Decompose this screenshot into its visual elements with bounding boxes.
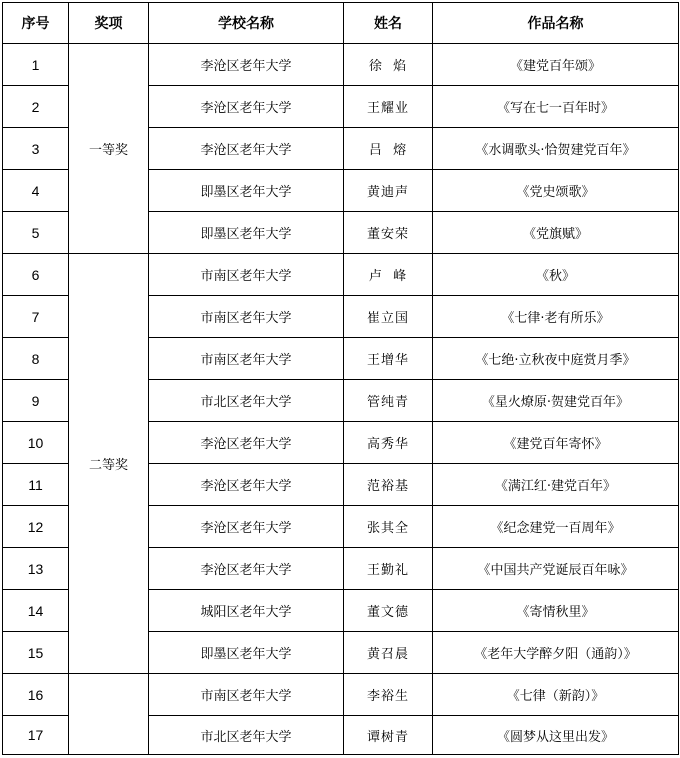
cell-no: 3 bbox=[3, 128, 69, 170]
cell-school: 李沧区老年大学 bbox=[149, 44, 344, 86]
cell-school: 李沧区老年大学 bbox=[149, 464, 344, 506]
cell-no: 4 bbox=[3, 170, 69, 212]
cell-award: 一等奖 bbox=[69, 44, 149, 254]
cell-no: 11 bbox=[3, 464, 69, 506]
cell-work: 《党旗赋》 bbox=[433, 212, 679, 254]
cell-name: 徐 焰 bbox=[344, 44, 433, 86]
cell-no: 7 bbox=[3, 296, 69, 338]
cell-work: 《星火燎原·贺建党百年》 bbox=[433, 380, 679, 422]
awards-table bbox=[2, 2, 679, 755]
cell-school: 市南区老年大学 bbox=[149, 254, 344, 296]
cell-name: 董文德 bbox=[344, 590, 433, 632]
table-row bbox=[3, 674, 679, 716]
cell-work: 《中国共产党诞辰百年咏》 bbox=[433, 548, 679, 590]
cell-name: 崔立国 bbox=[344, 296, 433, 338]
cell-work: 《纪念建党一百周年》 bbox=[433, 506, 679, 548]
cell-no: 8 bbox=[3, 338, 69, 380]
cell-name: 张其全 bbox=[344, 506, 433, 548]
cell-school: 市北区老年大学 bbox=[149, 716, 344, 755]
cell-work: 《七绝·立秋夜中庭赏月季》 bbox=[433, 338, 679, 380]
cell-work: 《寄情秋里》 bbox=[433, 590, 679, 632]
cell-name: 谭树青 bbox=[344, 716, 433, 755]
cell-no: 10 bbox=[3, 422, 69, 464]
header-award: 奖项 bbox=[69, 3, 149, 44]
cell-work: 《写在七一百年时》 bbox=[433, 86, 679, 128]
cell-school: 李沧区老年大学 bbox=[149, 128, 344, 170]
table-row bbox=[3, 44, 679, 86]
cell-no: 9 bbox=[3, 380, 69, 422]
cell-no: 14 bbox=[3, 590, 69, 632]
table-body bbox=[3, 44, 679, 755]
cell-name: 卢 峰 bbox=[344, 254, 433, 296]
cell-school: 李沧区老年大学 bbox=[149, 548, 344, 590]
cell-school: 李沧区老年大学 bbox=[149, 86, 344, 128]
header-work: 作品名称 bbox=[433, 3, 679, 44]
header-school: 学校名称 bbox=[149, 3, 344, 44]
cell-work: 《老年大学醉夕阳（通韵）》 bbox=[433, 632, 679, 674]
cell-school: 即墨区老年大学 bbox=[149, 170, 344, 212]
cell-no: 17 bbox=[3, 716, 69, 755]
header-name: 姓名 bbox=[344, 3, 433, 44]
cell-work: 《党史颂歌》 bbox=[433, 170, 679, 212]
cell-no: 16 bbox=[3, 674, 69, 716]
cell-name: 黄召晨 bbox=[344, 632, 433, 674]
cell-school: 市南区老年大学 bbox=[149, 296, 344, 338]
cell-school: 城阳区老年大学 bbox=[149, 590, 344, 632]
cell-name: 李裕生 bbox=[344, 674, 433, 716]
table-row bbox=[3, 254, 679, 296]
cell-school: 市北区老年大学 bbox=[149, 380, 344, 422]
cell-school: 即墨区老年大学 bbox=[149, 632, 344, 674]
cell-name: 管纯青 bbox=[344, 380, 433, 422]
cell-award: 二等奖 bbox=[69, 254, 149, 674]
cell-school: 李沧区老年大学 bbox=[149, 506, 344, 548]
cell-work: 《圆梦从这里出发》 bbox=[433, 716, 679, 755]
cell-name: 王勤礼 bbox=[344, 548, 433, 590]
cell-school: 李沧区老年大学 bbox=[149, 422, 344, 464]
cell-name: 董安荣 bbox=[344, 212, 433, 254]
cell-no: 5 bbox=[3, 212, 69, 254]
cell-no: 6 bbox=[3, 254, 69, 296]
cell-school: 市南区老年大学 bbox=[149, 338, 344, 380]
cell-no: 12 bbox=[3, 506, 69, 548]
cell-name: 黄迪声 bbox=[344, 170, 433, 212]
cell-work: 《建党百年颂》 bbox=[433, 44, 679, 86]
cell-school: 即墨区老年大学 bbox=[149, 212, 344, 254]
cell-work: 《七律（新韵）》 bbox=[433, 674, 679, 716]
cell-name: 王增华 bbox=[344, 338, 433, 380]
header-no: 序号 bbox=[3, 3, 69, 44]
header-row bbox=[3, 3, 679, 44]
cell-name: 高秀华 bbox=[344, 422, 433, 464]
cell-no: 13 bbox=[3, 548, 69, 590]
cell-work: 《满江红·建党百年》 bbox=[433, 464, 679, 506]
cell-work: 《七律·老有所乐》 bbox=[433, 296, 679, 338]
cell-work: 《水调歌头·恰贺建党百年》 bbox=[433, 128, 679, 170]
cell-no: 2 bbox=[3, 86, 69, 128]
cell-name: 范裕基 bbox=[344, 464, 433, 506]
cell-work: 《秋》 bbox=[433, 254, 679, 296]
cell-no: 15 bbox=[3, 632, 69, 674]
cell-name: 吕 熔 bbox=[344, 128, 433, 170]
cell-award bbox=[69, 674, 149, 755]
cell-no: 1 bbox=[3, 44, 69, 86]
cell-school: 市南区老年大学 bbox=[149, 674, 344, 716]
cell-name: 王耀业 bbox=[344, 86, 433, 128]
cell-work: 《建党百年寄怀》 bbox=[433, 422, 679, 464]
